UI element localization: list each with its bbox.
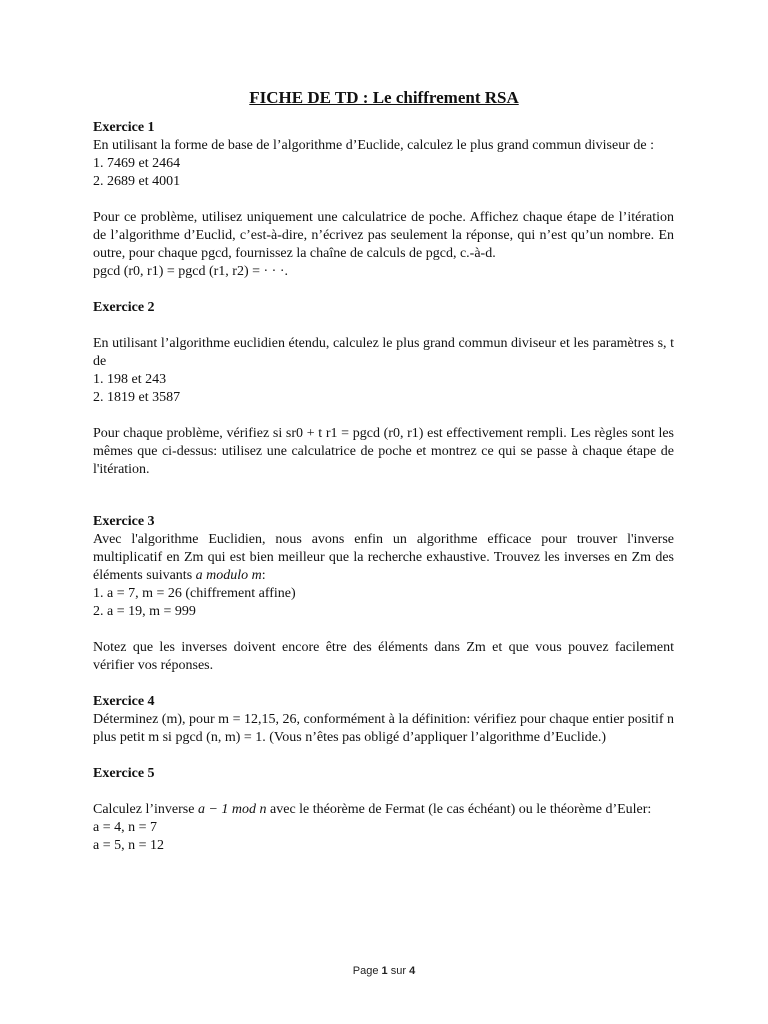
exercise-2-item-1: 1. 198 et 243	[93, 372, 167, 387]
exercise-2-heading: Exercice 2	[93, 300, 155, 315]
exercise-1-intro: En utilisant la forme de base de l’algorithme d’Euclide, calculez le plus grand commun diviseur de :	[93, 138, 654, 153]
exercise-2-item-2: 2. 1819 et 3587	[93, 390, 181, 405]
exercise-5-text	[93, 801, 674, 819]
exercise-3-item-1: 1. a = 7, m = 26 (chiffrement affine)	[93, 586, 296, 601]
exercise-2-intro: En utilisant l’algorithme euclidien étendu, calculez le plus grand commun diviseur et les paramètres s, t de	[93, 336, 674, 369]
exercise-5-text-italic: a − 1 mod n	[197, 802, 267, 817]
exercise-3-intro-text: Avec l'algorithme Euclidien, nous avons enfin un algorithme efficace pour trouver l'inverse multiplicatif en Zm qui est bien meilleur que la recherche exhaustive. Trouvez les inverses en Zm des éléments suivants	[93, 532, 674, 583]
page-footer	[0, 965, 768, 977]
exercise-3-intro-end: :	[261, 568, 266, 583]
exercise-1-item-2: 2. 2689 et 4001	[93, 174, 181, 189]
exercise-1-heading: Exercice 1	[93, 120, 155, 135]
exercise-3-item-2: 2. a = 19, m = 999	[93, 604, 196, 619]
exercise-5-item-2: a = 5, n = 12	[93, 838, 165, 853]
footer-sur: sur	[390, 965, 407, 977]
footer-page-number: 1	[381, 965, 388, 977]
exercise-5-item-1: a = 4, n = 7	[93, 820, 158, 835]
exercise-3-note: Notez que les inverses doivent encore être des éléments dans Zm et que vous pouvez facilement vérifier vos réponses.	[93, 640, 674, 673]
page-title: FICHE DE TD : Le chiffrement RSA	[249, 88, 519, 107]
exercise-2-note: Pour chaque problème, vérifiez si sr0 + t r1 = pgcd (r0, r1) est effectivement rempli. Les règles sont les mêmes que ci-dessus: utilisez une calculatrice de poche et montrez ce qui se passe à chaque étape de l'itération.	[93, 426, 674, 477]
exercise-1-note: Pour ce problème, utilisez uniquement une calculatrice de poche. Affichez chaque étape de l’itération de l’algorithme d’Euclid, c’est-à-dire, n’écrivez pas seulement la réponse, qui n’est qu’un nombre. En outre, pour chaque pgcd, fournissez la chaîne de calculs de pgcd, c.-à-d.	[93, 210, 674, 261]
exercise-5-heading: Exercice 5	[93, 766, 155, 781]
footer-page-label: Page	[352, 965, 379, 977]
exercise-5-text-before: Calculez l’inverse	[93, 802, 195, 817]
exercise-3-intro	[93, 531, 674, 585]
exercise-1-formula: pgcd (r0, r1) = pgcd (r1, r2) = · · ·.	[93, 264, 289, 279]
exercise-4-text: Déterminez (m), pour m = 12,15, 26, conformément à la définition: vérifiez pour chaque entier positif n plus petit m si pgcd (n, m) = 1. (Vous n’êtes pas obligé d’appliquer l’algorithme d’Euclide.)	[93, 712, 674, 745]
exercise-1-item-1: 1. 7469 et 2464	[93, 156, 181, 171]
document-body	[93, 119, 674, 855]
exercise-4-heading: Exercice 4	[93, 694, 155, 709]
footer-total-pages: 4	[409, 965, 416, 977]
exercise-3-heading: Exercice 3	[93, 514, 155, 529]
exercise-5-text-after: avec le théorème de Fermat (le cas échéant) ou le théorème d’Euler:	[270, 802, 652, 817]
exercise-3-intro-italic: a modulo m	[195, 568, 262, 583]
